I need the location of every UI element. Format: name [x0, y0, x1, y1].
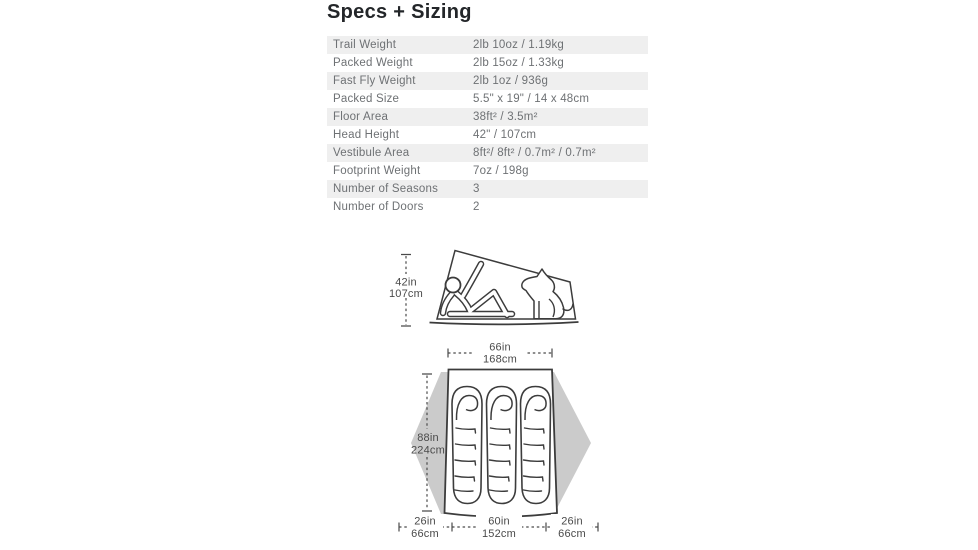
- spec-value: 42" / 107cm: [473, 129, 537, 141]
- spec-label: Floor Area: [333, 111, 389, 123]
- sleeping-bag: [487, 387, 517, 504]
- head-height-dimension: [389, 255, 423, 327]
- head-height-value-in: 42in: [395, 276, 417, 289]
- table-row: [327, 72, 648, 90]
- sleeping-bag: [521, 387, 551, 504]
- table-row: [327, 162, 648, 180]
- table-row: [327, 108, 648, 126]
- spec-value: 2lb 1oz / 936g: [473, 75, 549, 87]
- left-vestibule-value-cm: 66cm: [411, 528, 439, 540]
- person-head: [446, 278, 461, 293]
- specs-table: [327, 36, 648, 216]
- spec-label: Footprint Weight: [333, 165, 421, 177]
- floor-bottom-value-in: 60in: [488, 515, 510, 528]
- spec-label: Fast Fly Weight: [333, 75, 416, 87]
- table-row: [327, 90, 648, 108]
- tent-side-view-diagram: [380, 242, 590, 336]
- right-vestibule-value-cm: 66cm: [558, 528, 586, 540]
- spec-value: 2: [473, 201, 480, 213]
- left-vestibule-value-in: 26in: [414, 515, 436, 528]
- spec-label: Packed Weight: [333, 57, 413, 69]
- table-row: [327, 126, 648, 144]
- table-row: [327, 36, 648, 54]
- floor-width-value-cm: 168cm: [482, 353, 518, 366]
- page-title: Specs + Sizing: [327, 1, 472, 23]
- spec-value: 3: [473, 183, 480, 195]
- floor-bottom-value-cm: 152cm: [481, 528, 517, 540]
- spec-value: 2lb 10oz / 1.19kg: [473, 39, 564, 51]
- right-vestibule-value-in: 26in: [561, 515, 583, 528]
- spec-label: Packed Size: [333, 93, 400, 105]
- spec-label: Number of Seasons: [333, 183, 439, 195]
- spec-value: 38ft² / 3.5m²: [473, 111, 538, 123]
- spec-value: 5.5" x 19" / 14 x 48cm: [473, 93, 590, 105]
- floor-length-value-cm: 224cm: [410, 444, 446, 457]
- spec-label: Trail Weight: [333, 39, 397, 51]
- bottom-dimensions: [399, 514, 598, 540]
- head-height-value-cm: 107cm: [388, 288, 424, 300]
- floor-length-value-in: 88in: [417, 432, 439, 444]
- spec-value: 2lb 15oz / 1.33kg: [473, 57, 564, 69]
- spec-label: Vestibule Area: [333, 147, 410, 159]
- floor-width-dimension: [448, 341, 552, 366]
- table-row: [327, 54, 648, 72]
- spec-value: 7oz / 198g: [473, 165, 529, 177]
- table-row: [327, 198, 648, 216]
- tent-floor-plan-diagram: [395, 338, 610, 550]
- table-row: [327, 144, 648, 162]
- sleeping-bag: [452, 387, 482, 504]
- tent-ground-line: [430, 322, 579, 324]
- table-row: [327, 180, 648, 198]
- spec-label: Number of Doors: [333, 201, 424, 213]
- spec-value: 8ft²/ 8ft² / 0.7m² / 0.7m²: [473, 147, 596, 159]
- spec-label: Head Height: [333, 129, 400, 141]
- floor-width-value-in: 66in: [489, 341, 511, 354]
